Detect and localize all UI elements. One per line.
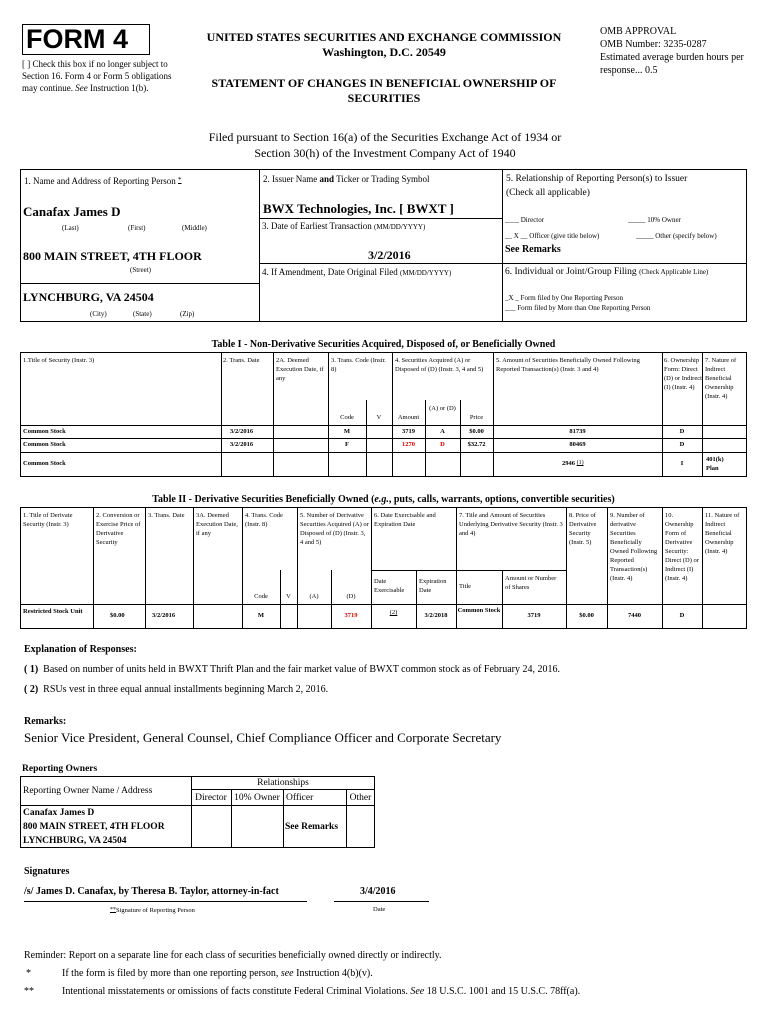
omb-burden: Estimated average burden hours per response... 0.5	[600, 52, 744, 76]
t1-h1: 1.Title of Security (Instr. 3)	[23, 357, 95, 364]
omb-approval: OMB APPROVAL	[600, 26, 677, 37]
signature-label: **Signature of Reporting Person	[110, 907, 195, 914]
owner-street: 800 MAIN STREET, 4TH FLOOR	[23, 822, 165, 832]
owner-officer-value: See Remarks	[285, 822, 339, 832]
t2-r1-date: 3/2/2016	[152, 612, 176, 619]
t2-r1-price: $0.00	[110, 612, 125, 619]
note-2-mark: **	[24, 986, 34, 997]
t1-r1-date: 3/2/2016	[230, 428, 254, 435]
reporting-person-city: LYNCHBURG, VA 24504	[23, 290, 154, 304]
t1-r2-ad: D	[440, 441, 445, 448]
owner-city: LYNCHBURG, VA 24504	[23, 836, 127, 846]
t1-h2a: 2A. Deemed Execution Date, if any	[276, 357, 324, 382]
date-label: Date	[373, 906, 386, 913]
earliest-transaction-date: 3/2/2016	[368, 248, 411, 262]
t2-h9: 9. Number of derivative Securities Beneficially Owned Following Reported Transaction(s) (Instr. 4)	[610, 512, 658, 582]
t2-h5: 5. Number of Derivative Securities Acquired (A) or Disposed of (D) (Instr. 3, 4 and 5)	[300, 512, 369, 546]
t2-h7: 7. Title and Amount of Securities Underlying Derivative Security (Instr. 3 and 4)	[459, 512, 563, 537]
state-label: (State)	[133, 310, 152, 318]
t1-r1-form: D	[679, 428, 685, 435]
t2-r1-code: M	[257, 612, 265, 619]
owner-name: Canafax James D	[23, 808, 95, 818]
reporting-person-street: 800 MAIN STREET, 4TH FLOOR	[23, 249, 202, 263]
t1-r2-amount: 1270	[402, 441, 415, 448]
t2-h8: 8. Price of Derivative Security (Instr. 5)	[569, 512, 597, 546]
t1-h4: 4. Securities Acquired (A) or Disposed of (D) (Instr. 3, 4 and 5)	[395, 357, 484, 373]
t2-d: (D)	[346, 593, 356, 600]
t2-r1-shares: 3719	[527, 612, 541, 619]
t2-h11: 11. Nature of Indirect Beneficial Ownership (Instr. 4)	[705, 512, 740, 555]
t1-h6: 6. Ownership Form: Direct (D) or Indirect (I) (Instr. 4)	[664, 357, 702, 391]
t1-h3: 3. Trans. Code (Instr. 8)	[331, 357, 386, 373]
filed-pursuant-2: Section 30(h) of the Investment Company Act of 1940	[254, 146, 516, 160]
t2-v: V	[286, 593, 291, 600]
owners-heading: Reporting Owners	[22, 764, 98, 774]
last-label: (Last)	[62, 224, 79, 232]
t1-r2-form: D	[679, 441, 685, 448]
filed-pursuant-1: Filed pursuant to Section 16(a) of the Securities Exchange Act of 1934 or	[208, 130, 562, 144]
t2-h6: 6. Date Exercisable and Expiration Date	[374, 512, 436, 528]
explanation-item-2: ( 2) RSUs vest in three equal annual installments beginning March 2, 2016.	[24, 684, 329, 695]
owners-col-ten-pct: 10% Owner	[234, 793, 280, 803]
reminder-text: Reminder: Report on a separate line for each class of securities beneficially owned directly or indirectly.	[24, 950, 442, 961]
street-label: (Street)	[130, 266, 151, 274]
footnote-1-ref[interactable]: (1)	[576, 460, 584, 466]
t2-h10: 10. Ownership Form of Derivative Security: Direct (D) or Indirect (I) (Instr. 4)	[665, 512, 699, 582]
box3-label: 3. Date of Earliest Transaction (MM/DD/YYYY)	[262, 221, 426, 231]
t1-r2-date: 3/2/2016	[230, 441, 254, 448]
box5-sub: (Check all applicable)	[506, 188, 590, 198]
t1-r1-title: Common Stock	[23, 428, 66, 435]
t1-r2-owned: 80469	[569, 441, 586, 448]
owners-col-officer: Officer	[286, 793, 314, 803]
t2-r1-expiration: 3/2/2018	[424, 612, 448, 619]
statement-title: STATEMENT OF CHANGES IN BENEFICIAL OWNERSHIP OF SECURITIES	[211, 76, 557, 105]
box1-label: 1. Name and Address of Reporting Person *	[24, 176, 182, 186]
table2-title: Table II - Derivative Securities Beneficially Owned (e.g., puts, calls, warrants, options, convertible securities)	[152, 494, 615, 505]
other-check: _____ Other (specify below)	[636, 232, 717, 240]
omb-block	[600, 25, 760, 77]
t1-price: Price	[469, 414, 484, 421]
t1-r1-price: $0.00	[469, 428, 484, 435]
box1-star: *	[177, 176, 182, 184]
t2-r1-title: Restricted Stock Unit	[23, 608, 83, 615]
filing-one: _X _ Form filed by One Reporting Person	[505, 294, 624, 302]
owners-col-name: Reporting Owner Name / Address	[23, 786, 153, 796]
t2-a: (A)	[309, 593, 319, 600]
t2-h1: 1. Title of Derivate Security (Instr. 3)	[23, 512, 73, 528]
explanation-heading: Explanation of Responses:	[24, 644, 137, 655]
t1-r1-code: M	[343, 428, 351, 435]
t2-amt-shares: Amount or Number of Shares	[505, 575, 557, 591]
t2-h2: 2. Conversion or Exercise Price of Derivative Security	[96, 512, 141, 546]
signature-date: 3/4/2016	[360, 886, 396, 897]
t1-code: Code	[340, 414, 354, 421]
t1-h2: 2. Trans. Date	[223, 357, 260, 364]
form-title-box	[22, 24, 150, 55]
t1-h5: 5. Amount of Securities Beneficially Owned Following Reported Transaction(s) (Instr. 3 and 4)	[496, 357, 640, 373]
t1-r1-amount: 3719	[402, 428, 415, 435]
t1-ad: (A) or (D)	[429, 405, 456, 412]
box4-label: 4. If Amendment, Date Original Filed (MM/DD/YYYY)	[262, 267, 452, 277]
officer-title: See Remarks	[505, 244, 561, 255]
t2-h3a: 3A. Deemed Execution Date, if any	[196, 512, 238, 537]
see-word: See	[75, 83, 88, 93]
filing-more: ___ Form filed by More than One Reporting Person	[505, 304, 651, 312]
signatures-heading: Signatures	[24, 866, 70, 877]
issuer-name: BWX Technologies, Inc. [ BWXT ]	[263, 201, 454, 216]
t1-r1-ad: A	[440, 428, 445, 435]
officer-check: __ X __ Officer (give title below)	[505, 232, 600, 240]
t2-code: Code	[254, 593, 268, 600]
t2-r1-owned: 7440	[628, 612, 641, 619]
t2-title: Title	[459, 583, 472, 590]
agency-name: UNITED STATES SECURITIES AND EXCHANGE COMMISSION	[206, 30, 562, 44]
t2-date-ex: Date Exercisable	[374, 578, 405, 594]
box5-label: 5. Relationship of Reporting Person(s) to Issuer	[506, 174, 688, 184]
t1-r3-form: I	[680, 460, 684, 467]
note-1-text: If the form is filed by more than one reporting person, see Instruction 4(b)(v).	[62, 968, 373, 979]
signature-text: /s/ James D. Canafax, by Theresa B. Taylor, attorney-in-fact	[24, 886, 279, 897]
t1-r2-title: Common Stock	[23, 441, 66, 448]
director-check: ____ Director	[505, 216, 545, 224]
t1-r2-price: $32.72	[467, 441, 486, 448]
first-label: (First)	[128, 224, 146, 232]
omb-number: OMB Number: 3235-0287	[600, 39, 707, 50]
owners-relationships: Relationships	[257, 778, 309, 788]
t1-r3-nature: 401(k) Plan	[706, 456, 724, 472]
t1-r1-owned: 81739	[569, 428, 586, 435]
t2-exp: Expiration Date	[419, 578, 447, 594]
footnote-2-ref[interactable]: (2)	[389, 609, 398, 616]
city-label: (City)	[90, 310, 107, 318]
table1-title: Table I - Non-Derivative Securities Acquired, Disposed of, or Beneficially Owned	[211, 339, 556, 350]
t1-r3-owned: 2946 (1)	[562, 460, 584, 467]
note-2-text: Intentional misstatements or omissions of facts constitute Federal Criminal Violations. See 18 U.S.C. 1001 and 15 U.S.C. 78ff(a).	[62, 986, 581, 997]
zip-label: (Zip)	[180, 310, 195, 318]
t1-r2-code: F	[345, 441, 349, 448]
reporting-person-name: Canafax James D	[23, 204, 121, 219]
t2-h3: 3. Trans. Date	[148, 512, 185, 519]
ten-pct-check: _____ 10% Owner	[628, 216, 681, 224]
note-1-mark: *	[26, 968, 31, 979]
owners-col-director: Director	[195, 793, 227, 803]
owners-col-other: Other	[349, 793, 372, 803]
box6-label: 6. Individual or Joint/Group Filing (Check Applicable Line)	[505, 267, 709, 277]
t2-h4: 4. Trans. Code (Instr. 8)	[245, 512, 283, 528]
explanation-item-1: ( 1) Based on number of units held in BWXT Thrift Plan and the fair market value of BWXT common stock as of February 24, 2016.	[24, 664, 561, 675]
t2-r1-form: D	[679, 612, 685, 619]
box2-label: 2. Issuer Name and Ticker or Trading Symbol	[263, 174, 430, 184]
agency-location: Washington, D.C. 20549	[322, 45, 446, 59]
t2-r1-d: 3719	[344, 612, 358, 619]
t1-v: V	[376, 414, 382, 421]
t2-r1-deriv-price: $0.00	[579, 612, 594, 619]
t1-h7: 7. Nature of Indirect Beneficial Ownership (Instr. 4)	[705, 357, 737, 400]
remarks-text: Senior Vice President, General Counsel, Chief Compliance Officer and Corporate Secretary	[24, 730, 502, 745]
t1-r3-title: Common Stock	[23, 460, 66, 467]
remarks-heading: Remarks:	[24, 716, 67, 727]
check-box-label: [ ] Check this box if no longer subject to Section 16. Form 4 or Form 5 obligations may continue.	[22, 59, 172, 93]
t2-r1-underlying: Common Stock	[457, 607, 501, 614]
t1-amount: Amount	[397, 414, 420, 421]
form-title: FORM 4	[26, 24, 129, 54]
instruction-ref: Instruction 1(b).	[87, 83, 149, 93]
check-box-text	[22, 58, 172, 94]
middle-label: (Middle)	[182, 224, 207, 232]
